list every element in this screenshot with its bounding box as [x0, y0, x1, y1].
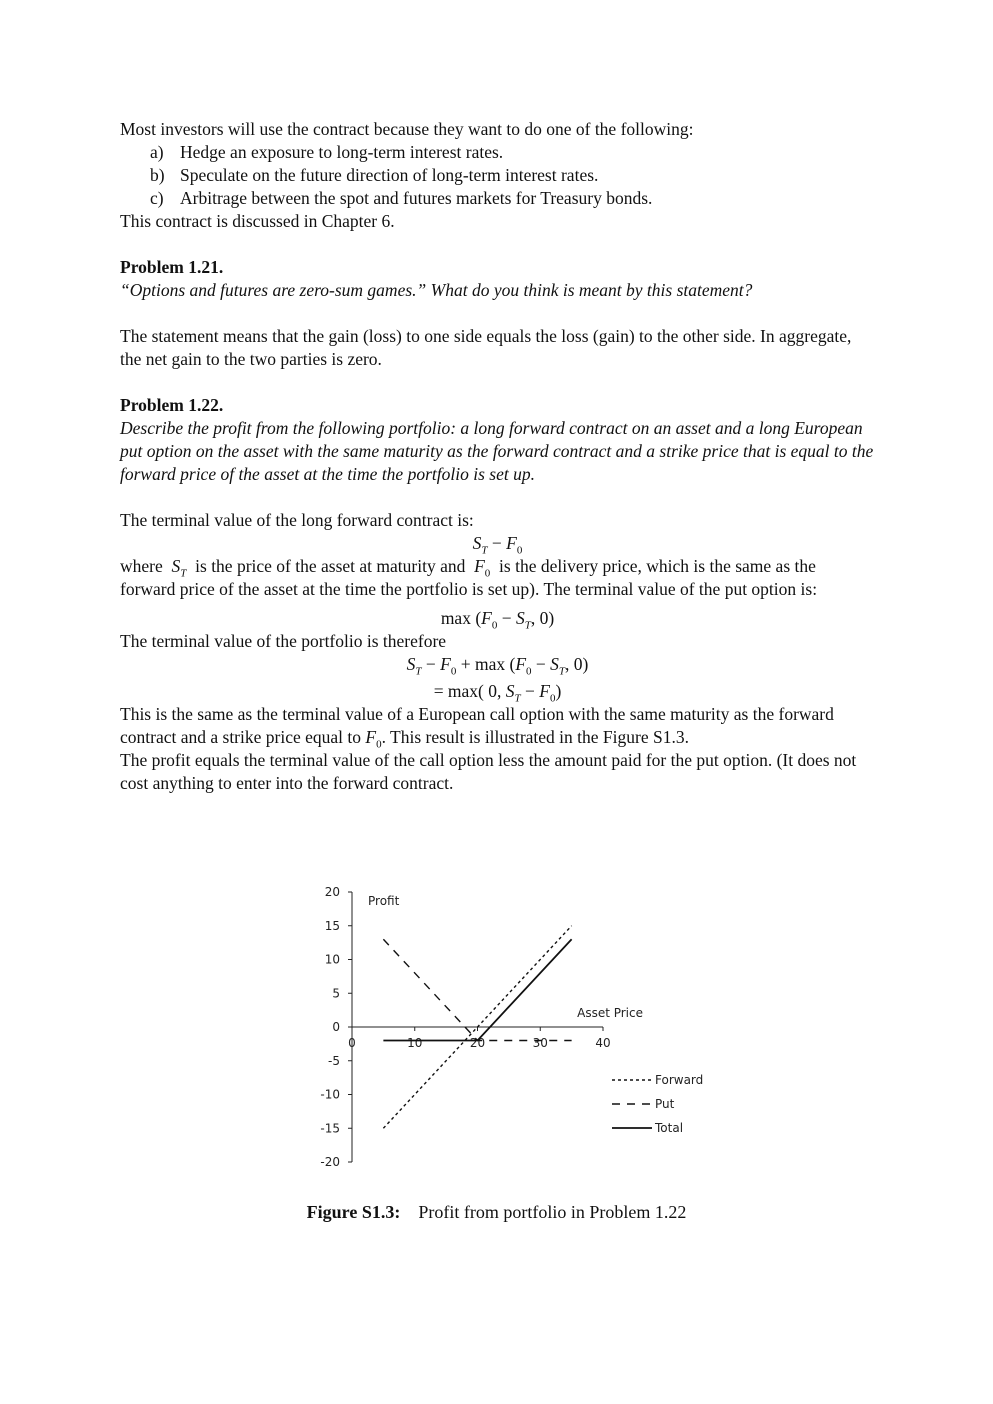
y-tick-label: 15 [324, 918, 340, 933]
equation-portfolio-2: = max( 0, $S_T - F_0$) [433, 681, 562, 705]
figure-caption-label: Figure S1.3: [306, 1202, 401, 1222]
y-tick-label: -10 [320, 1087, 340, 1102]
x-tick-label: 10 [407, 1036, 423, 1050]
y-tick-label: 20 [324, 885, 340, 899]
figure-caption [0, 1202, 993, 1223]
problem-122-title: Problem 1.22. [120, 395, 224, 415]
x-tick-label: 30 [532, 1036, 548, 1050]
problem-121-answer: The statement means that the gain (loss) to one side equals the loss (gain) to the other side. In aggregate, the net gain to the two parties is zero. [120, 326, 852, 369]
y-tick-label: -20 [320, 1155, 340, 1169]
legend-label: Total [655, 1121, 684, 1135]
series-line-total [383, 939, 571, 1040]
x-tick-label: 40 [595, 1036, 611, 1050]
intro-lead: Most investors will use the contract because they want to do one of the following: [120, 119, 694, 139]
y-tick-label: 5 [332, 986, 340, 1001]
profit-chart-svg [300, 880, 720, 1180]
x-axis-label: Asset Price [577, 1006, 643, 1020]
x-tick-label: 0 [348, 1036, 356, 1050]
y-tick-label: 10 [324, 952, 340, 967]
equation-put: $\max (F_0 - S_T$, 0) [440, 608, 555, 632]
problem-122-text-2: where $S_T$ is the price of the asset at maturity and $F_0$ is the delivery price, which is the same as the forward price of the asset at the time the portfolio is set up). The terminal value of the put option is: [120, 556, 818, 599]
page-body [120, 118, 875, 795]
problem-121-question: “Options and futures are zero-sum games.” What do you think is meant by this statement? [120, 280, 753, 300]
intro-list [120, 141, 875, 210]
series-line-put [383, 939, 571, 1040]
equation-forward: $S_T - F_0$ [472, 533, 523, 557]
intro-closing: This contract is discussed in Chapter 6. [120, 211, 395, 231]
problem-122-text-3: The terminal value of the portfolio is therefore [120, 631, 447, 651]
problem-122-text-4: This is the same as the terminal value of a European call option with the same maturity as the forward contract and a strike price equal to $F_0$. This result is illustrated in the Figure S1.3. [120, 704, 834, 751]
problem-122-question: Describe the profit from the following portfolio: a long forward contract on an asset and a long European put option on the asset with the same maturity as the forward contract and a strike price that is equal to the forward price of the asset at the time the portfolio is set up. [120, 418, 874, 484]
list-item: a) Hedge an exposure to long-term interest rates. [150, 142, 504, 162]
equation-portfolio-1: $S_T - F_0 + \max (F_0 - S_T$, 0) [406, 654, 589, 678]
problem-122-text-5: The profit equals the terminal value of the call option less the amount paid for the put option. (It does not cost anything to enter into the forward contract. [120, 750, 857, 793]
legend-label: Put [655, 1097, 675, 1111]
x-tick-label: 20 [469, 1036, 486, 1050]
problem-121-title: Problem 1.21. [120, 257, 224, 277]
list-item: b) Speculate on the future direction of long-term interest rates. [150, 165, 599, 185]
list-item: c) Arbitrage between the spot and futures markets for Treasury bonds. [150, 188, 653, 208]
profit-chart [300, 880, 720, 1180]
y-tick-label: -15 [320, 1121, 340, 1136]
legend-label: Forward [655, 1073, 704, 1087]
y-axis-label: Profit [368, 894, 400, 908]
y-tick-label: 0 [332, 1020, 340, 1034]
y-tick-label: -5 [328, 1053, 340, 1068]
problem-122-text-1: The terminal value of the long forward contract is: [120, 510, 474, 530]
figure-caption-text: Profit from portfolio in Problem 1.22 [418, 1202, 687, 1222]
